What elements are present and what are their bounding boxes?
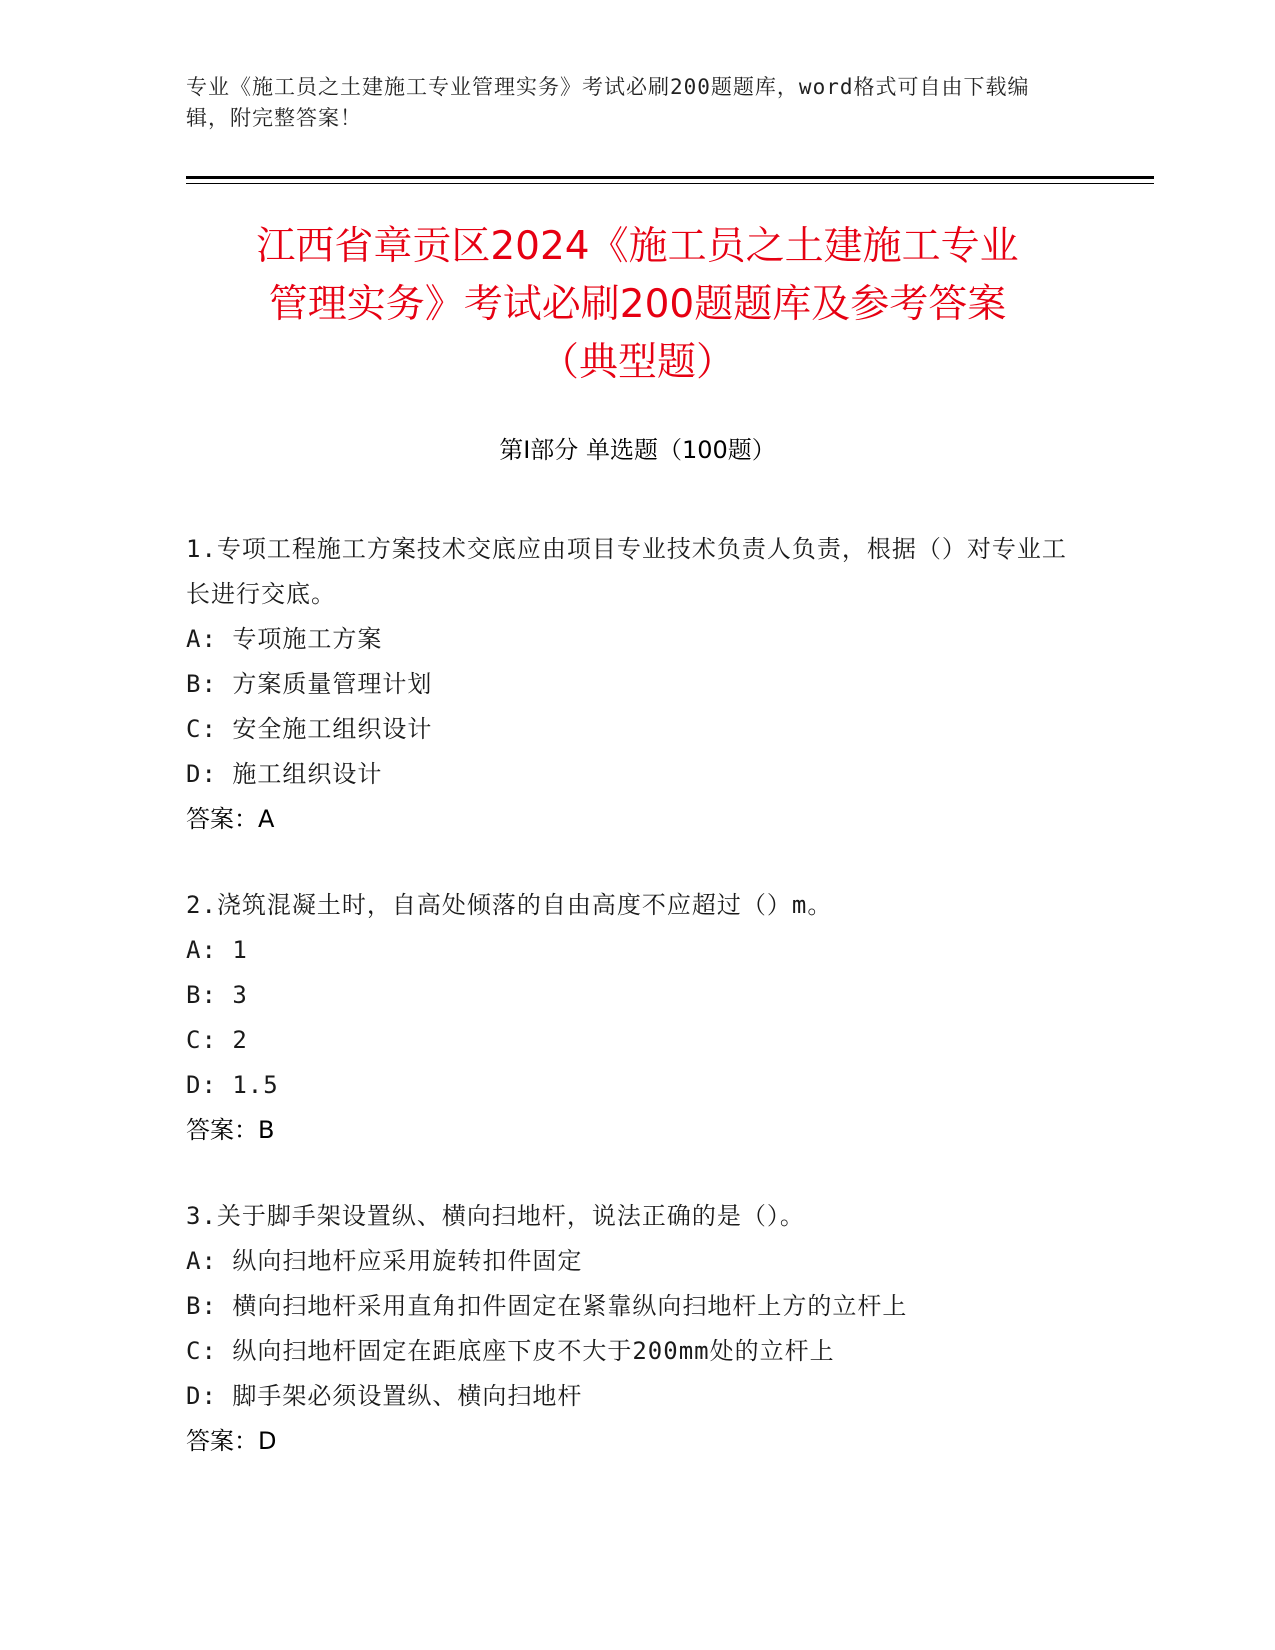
title-line-1: 江西省章贡区2024《施工员之土建施工专业 bbox=[256, 224, 1019, 269]
header-rule-thick bbox=[186, 176, 1154, 179]
option-b: B: 横向扫地杆采用直角扣件固定在紧靠纵向扫地杆上方的立杆上 bbox=[186, 1292, 908, 1320]
question-2 bbox=[186, 883, 1076, 1153]
question-stem: 2.浇筑混凝土时，自高处倾落的自由高度不应超过（）m。 bbox=[186, 891, 833, 919]
answer: 答案：B bbox=[186, 1116, 275, 1144]
section-heading: 第Ⅰ部分 单选题（100题） bbox=[499, 436, 776, 464]
option-a: A: 1 bbox=[186, 936, 248, 964]
option-d: D: 施工组织设计 bbox=[186, 760, 383, 788]
option-d: D: 脚手架必须设置纵、横向扫地杆 bbox=[186, 1382, 583, 1410]
option-c: C: 2 bbox=[186, 1026, 248, 1054]
title-line-3: （典型题） bbox=[539, 340, 735, 385]
question-3 bbox=[186, 1194, 1076, 1464]
question-1 bbox=[186, 527, 1076, 842]
option-b: B: 方案质量管理计划 bbox=[186, 670, 433, 698]
option-b: B: 3 bbox=[186, 981, 248, 1009]
option-a: A: 专项施工方案 bbox=[186, 625, 383, 653]
title-line-2: 管理实务》考试必刷200题题库及参考答案 bbox=[268, 282, 1007, 327]
option-c: C: 纵向扫地杆固定在距底座下皮不大于200mm处的立杆上 bbox=[186, 1337, 835, 1365]
answer: 答案：A bbox=[186, 805, 275, 833]
document-title bbox=[186, 218, 1089, 392]
question-spacer bbox=[186, 842, 1076, 883]
question-stem: 3.关于脚手架设置纵、横向扫地杆，说法正确的是（）。 bbox=[186, 1202, 805, 1230]
option-a: A: 纵向扫地杆应采用旋转扣件固定 bbox=[186, 1247, 583, 1275]
option-d: D: 1.5 bbox=[186, 1071, 279, 1099]
option-c: C: 安全施工组织设计 bbox=[186, 715, 433, 743]
header-rule-thin bbox=[186, 183, 1154, 184]
header-note: 专业《施工员之土建施工专业管理实务》考试必刷200题题库，word格式可自由下载编辑，附完整答案！ bbox=[186, 75, 1030, 130]
question-list bbox=[186, 527, 1076, 1464]
question-spacer bbox=[186, 1153, 1076, 1194]
question-stem: 1.专项工程施工方案技术交底应由项目专业技术负责人负责，根据（）对专业工长进行交底。 bbox=[186, 535, 1067, 608]
answer: 答案：D bbox=[186, 1427, 277, 1455]
